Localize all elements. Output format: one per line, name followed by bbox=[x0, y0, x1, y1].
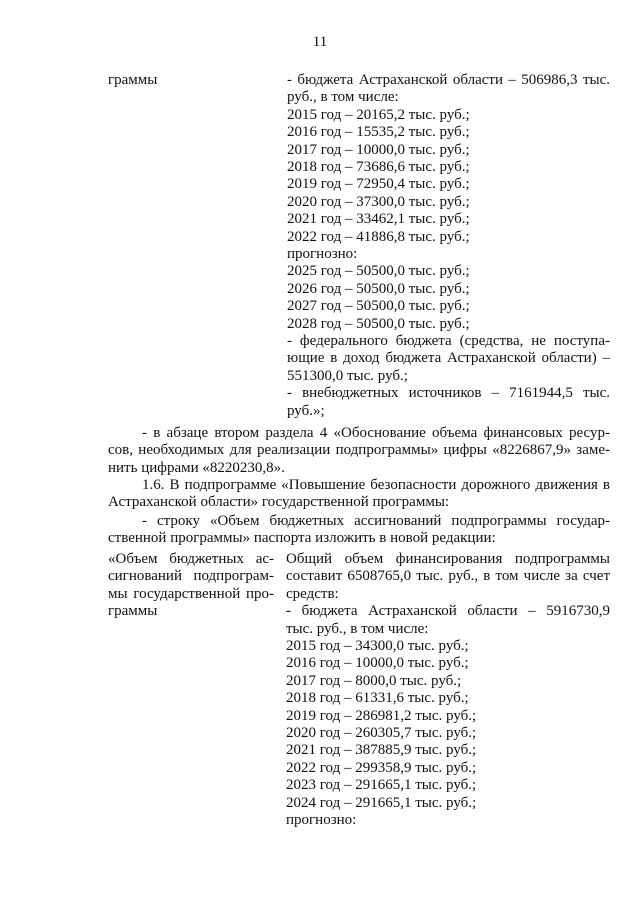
block1-year-item: 2015 год – 20165,2 тыс. руб.; bbox=[287, 106, 470, 123]
paragraph-line: Астраханской области» государственной программы: bbox=[108, 494, 450, 511]
paragraph-line: 1.6. В подпрограмме «Повышение безопасности дорожного движения в bbox=[142, 477, 610, 493]
block2-left-line: «Объем бюджетных ас- bbox=[108, 551, 274, 567]
block2-right-line: - бюджета Астраханской области – 5916730,9 bbox=[286, 603, 610, 620]
paragraph-section4-amendment bbox=[108, 425, 610, 477]
paragraph-line: нить цифрами «8220230,8». bbox=[108, 459, 285, 476]
paragraph-passport-row bbox=[108, 513, 610, 548]
block2-year-item: 2021 год – 387885,9 тыс. руб.; bbox=[286, 742, 477, 759]
block1-forecast-item: 2027 год – 50500,0 тыс. руб.; bbox=[287, 298, 470, 315]
block1-year-item: 2020 год – 37300,0 тыс. руб.; bbox=[287, 193, 470, 210]
block1-extra-line: - внебюджетных источников – 7161944,5 тыс. bbox=[287, 385, 610, 402]
block1-forecast-list bbox=[287, 263, 610, 333]
block2-left-line: мы государственной про- bbox=[108, 585, 274, 602]
block2-left-line: сигнований подпрограм- bbox=[108, 568, 274, 585]
block2-year-list bbox=[286, 638, 610, 812]
block2-year-item: 2020 год – 260305,7 тыс. руб.; bbox=[286, 724, 477, 741]
block1-forecast-item: 2028 год – 50500,0 тыс. руб.; bbox=[287, 315, 470, 332]
block1-left-label: граммы bbox=[108, 72, 158, 88]
block1-intro-line: - бюджета Астраханской области – 506986,3 тыс. bbox=[287, 72, 610, 88]
block2-right-line: средств: bbox=[286, 585, 339, 602]
block2-right-line: тыс. руб., в том числе: bbox=[286, 620, 429, 637]
block1-intro-line: руб., в том числе: bbox=[287, 89, 399, 106]
block1-extra-line: руб.»; bbox=[287, 402, 325, 419]
block2-year-item: 2016 год – 10000,0 тыс. руб.; bbox=[286, 655, 469, 672]
block1-year-item: 2021 год – 33462,1 тыс. руб.; bbox=[287, 211, 470, 228]
paragraph-line: ственной программы» паспорта изложить в новой редакции: bbox=[108, 530, 496, 547]
block1-year-item: 2018 год – 73686,6 тыс. руб.; bbox=[287, 158, 470, 175]
block2-year-item: 2015 год – 34300,0 тыс. руб.; bbox=[286, 638, 469, 655]
block2-right-column bbox=[286, 551, 610, 829]
block1-year-item: 2016 год – 15535,2 тыс. руб.; bbox=[287, 124, 470, 141]
paragraph-subprogram-heading bbox=[108, 477, 610, 512]
paragraph-line: - строку «Объем бюджетных ассигнований подпрограммы государ- bbox=[142, 513, 610, 529]
block2-left-column bbox=[108, 551, 274, 621]
block1-forecast-item: 2025 год – 50500,0 тыс. руб.; bbox=[287, 263, 470, 280]
block1-year-item: 2022 год – 41886,8 тыс. руб.; bbox=[287, 228, 470, 245]
block2-year-item: 2022 год – 299358,9 тыс. руб.; bbox=[286, 759, 477, 776]
paragraph-line: - в абзаце втором раздела 4 «Обоснование объема финансовых ресур- bbox=[142, 425, 610, 441]
block1-year-item: 2019 год – 72950,4 тыс. руб.; bbox=[287, 176, 470, 193]
block1-forecast-item: 2026 год – 50500,0 тыс. руб.; bbox=[287, 280, 470, 297]
block2-year-item: 2024 год – 291665,1 тыс. руб.; bbox=[286, 794, 477, 811]
block2-forecast-label: прогнозно: bbox=[286, 811, 357, 828]
page-number: 11 bbox=[312, 34, 328, 50]
block2-year-item: 2019 год – 286981,2 тыс. руб.; bbox=[286, 707, 477, 724]
block2-year-item: 2017 год – 8000,0 тыс. руб.; bbox=[286, 672, 462, 689]
block1-federal-line: 551300,0 тыс. руб.; bbox=[287, 367, 408, 384]
paragraph-line: сов, необходимых для реализации подпрограммы» цифры «8226867,9» заме- bbox=[108, 442, 610, 459]
block2-year-item: 2023 год – 291665,1 тыс. руб.; bbox=[286, 777, 477, 794]
block2-left-line: граммы bbox=[108, 603, 158, 620]
block1-right-column bbox=[287, 72, 610, 420]
block1-year-list bbox=[287, 107, 610, 246]
block1-federal-line: ющие в доход бюджета Астраханской области) – bbox=[287, 350, 610, 367]
block1-federal-line: - федерального бюджета (средства, не поступа- bbox=[287, 332, 610, 349]
block2-year-item: 2018 год – 61331,6 тыс. руб.; bbox=[286, 690, 469, 707]
block1-year-item: 2017 год – 10000,0 тыс. руб.; bbox=[287, 141, 470, 158]
block2-right-line: Общий объем финансирования подпрограммы bbox=[286, 551, 610, 567]
block2-right-line: составит 6508765,0 тыс. руб., в том числе за счет bbox=[286, 568, 610, 585]
block1-forecast-label: прогнозно: bbox=[287, 245, 358, 262]
